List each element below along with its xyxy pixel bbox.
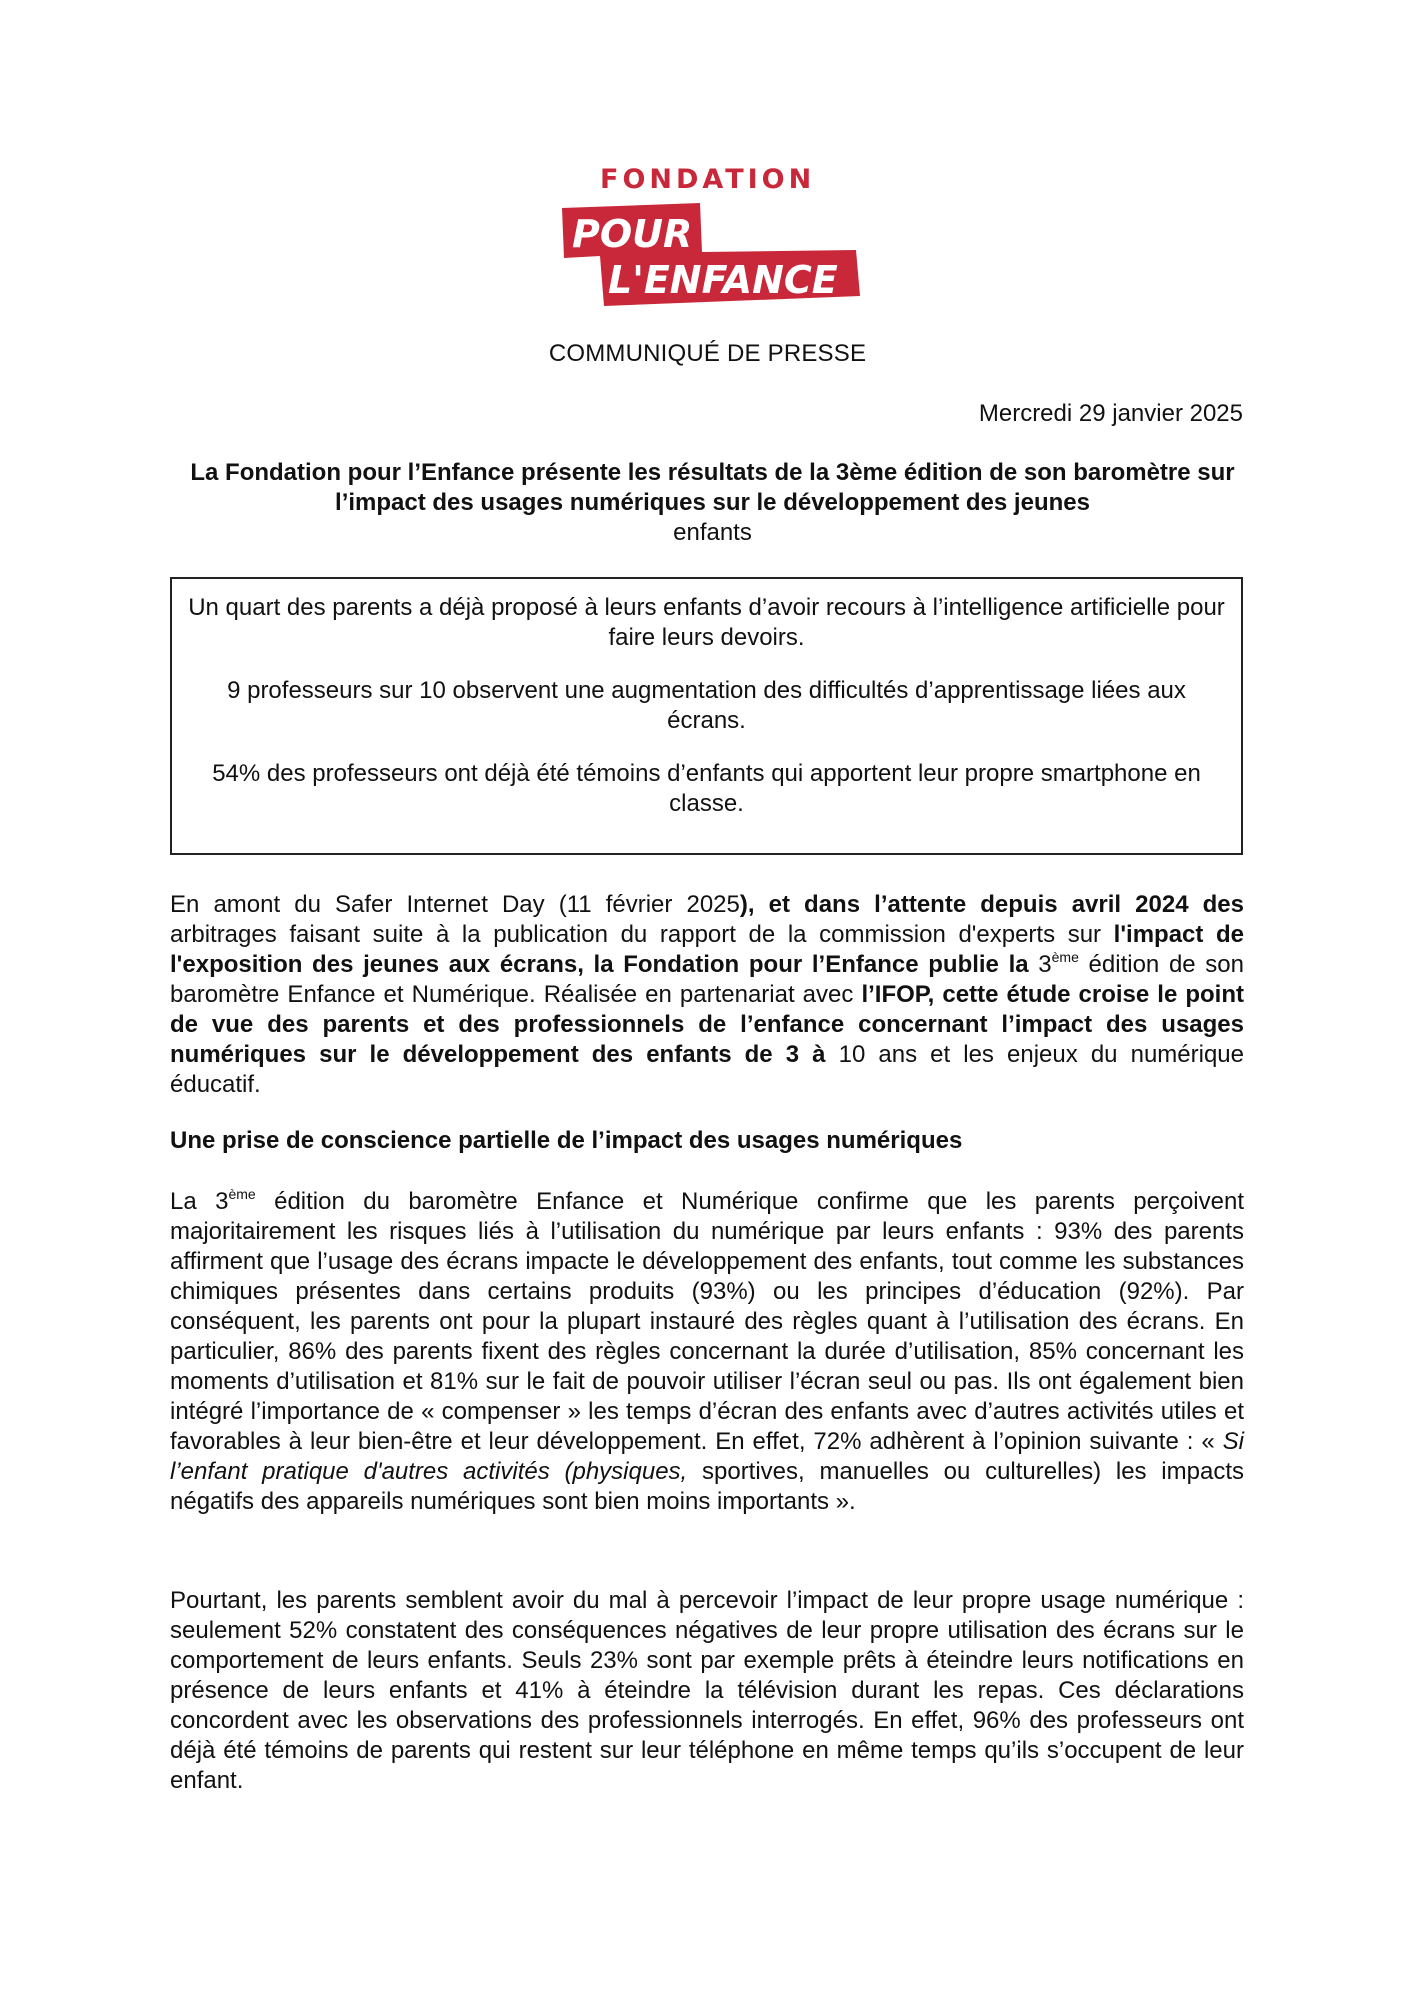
ordinal-superscript: ème: [228, 1186, 256, 1202]
body-paragraph-2: Pourtant, les parents semblent avoir du mal à percevoir l’impact de leur propre usage numérique : seulement 52% constatent des conséquences négatives de leur propre utilisation des écrans sur le comportement de leurs enfants. Seuls 23% sont par exemple prêts à éteindre leurs notifications en présence de leurs enfants et 41% à éteindre la télévision durant les repas. Ces déclarations concordent avec les observations des professionnels interrogés. En effet, 96% des professeurs ont déjà été témoins de parents qui restent sur leur téléphone en même temps qu’ils s’occupent de leur enfant.: [170, 1587, 1244, 1794]
logo-banner-icon: [556, 200, 866, 310]
body-paragraph-1: [170, 1187, 1244, 1517]
press-release-label: COMMUNIQUÉ DE PRESSE: [548, 340, 867, 367]
ordinal-superscript: ème: [1051, 949, 1079, 965]
intro-text: En amont du Safer Internet Day (11 février 2025: [170, 891, 740, 918]
document-title: [190, 458, 1235, 548]
svg-text:L'ENFANCE: L'ENFANCE: [608, 258, 838, 302]
paragraph-text: sportives, manuelles ou culturelles) les impacts négatifs des appareils numériques sont bien moins importants ».: [170, 1458, 1244, 1515]
paragraph-text: édition du baromètre Enfance et Numérique confirme que les parents perçoivent majoritairement les risques liés à l’utilisation du numérique par leurs enfants : 93% des parents affirment que l’usage des écrans impacte le développement des enfants, tout comme les substances chimiques présentes dans certains produits (93%) ou les principes d’éducation (92%). Par conséquent, les parents ont pour la plupart instauré des règles quant à l’utilisation des écrans. En particulier, 86% des parents fixent des règles concernant la durée d’utilisation, 85% concernant les moments d’utilisation et 81% sur le fait de pouvoir utiliser l’écran seul ou pas. Ils ont également bien intégré l’importance de « compenser » les temps d’écran des enfants avec d’autres activités utiles et favorables à leur bien-être et leur développement. En effet, 72% adhèrent à l’opinion suivante : «: [170, 1188, 1244, 1455]
intro-paragraph: [170, 890, 1244, 1100]
key-finding: Un quart des parents a déjà proposé à leurs enfants d’avoir recours à l’intelligence artificielle pour faire leurs devoirs.: [188, 594, 1225, 651]
publication-date: Mercredi 29 janvier 2025: [978, 400, 1243, 427]
intro-text: 3: [1028, 951, 1052, 978]
intro-text: édition de son baromètre Enfance et Numérique. Réalisée en partenariat avec: [170, 951, 1245, 1008]
key-finding: 9 professeurs sur 10 observent une augmentation des difficultés d’apprentissage liées aux écrans.: [227, 677, 1186, 734]
logo-fondation-text: FONDATION: [600, 164, 816, 195]
quote-italic: Si l’enfant pratique d'autres activités (physiques,: [170, 1428, 1244, 1485]
intro-text: 10 ans et les enjeux du numérique éducatif.: [170, 1041, 1244, 1098]
title-bold: La Fondation pour l’Enfance présente les résultats de la 3ème édition de son baromètre sur l’impact des usages numériques sur le développement des jeunes: [190, 459, 1235, 516]
key-finding: 54% des professeurs ont déjà été témoins d’enfants qui apportent leur propre smartphone en classe.: [212, 760, 1201, 817]
intro-bold: ), et dans l’attente depuis avril 2024 des: [739, 891, 1244, 918]
section-heading: Une prise de conscience partielle de l’impact des usages numériques: [170, 1127, 963, 1154]
paragraph-text: La 3: [170, 1188, 229, 1215]
title-regular: enfants: [673, 519, 752, 546]
svg-text:POUR: POUR: [572, 212, 693, 256]
key-findings-box: [170, 577, 1243, 855]
fondation-pour-lenfance-logo: [556, 160, 866, 310]
intro-bold: l'impact de l'exposition des jeunes aux écrans, la Fondation pour l’Enfance publie la: [170, 921, 1245, 978]
intro-text: arbitrages faisant suite à la publication du rapport de la commission d'experts sur: [170, 921, 1114, 948]
intro-bold: l’IFOP, cette étude croise le point de vue des parents et des professionnels de l’enfance concernant l’impact des usages numériques sur le développement des enfants de 3 à: [170, 981, 1244, 1068]
